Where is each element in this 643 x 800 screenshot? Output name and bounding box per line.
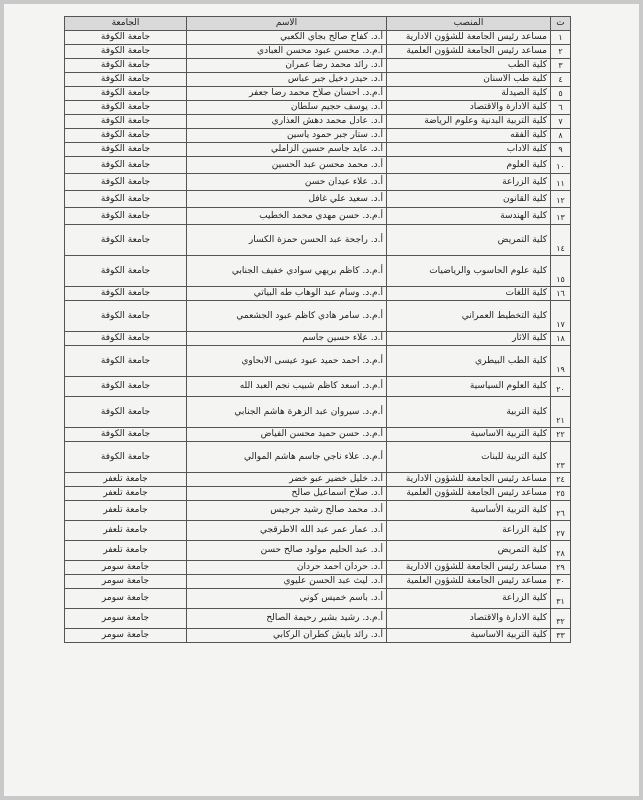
table-row bbox=[65, 346, 571, 377]
row-university: جامعة الكوفة bbox=[65, 428, 187, 442]
row-name: أ.م.د. سيروان عبد الزهرة هاشم الجنابي bbox=[187, 397, 387, 428]
row-university: جامعة الكوفة bbox=[65, 332, 187, 346]
row-position: كلية الاثار bbox=[387, 332, 551, 346]
row-name: أ.د. رائد محمد رضا عمران bbox=[187, 59, 387, 73]
row-name: أ.م.د. كاظم بريهي سوادي خفيف الجنابي bbox=[187, 256, 387, 287]
row-name: أ.د. سعيد علي غافل bbox=[187, 191, 387, 208]
row-position: كلية التربية الاساسية bbox=[387, 629, 551, 643]
row-number: ١٢ bbox=[551, 191, 571, 208]
row-position: كلية التمريض bbox=[387, 225, 551, 256]
row-name: أ.د. كفاح صالح بجاي الكعبي bbox=[187, 31, 387, 45]
row-position: مساعد رئيس الجامعة للشؤون الادارية bbox=[387, 561, 551, 575]
table-row bbox=[65, 87, 571, 101]
table-row bbox=[65, 541, 571, 561]
row-name: أ.م.د. احسان صلاح محمد رضا جعفر bbox=[187, 87, 387, 101]
row-name: أ.د. ليث عبد الحسن عليوي bbox=[187, 575, 387, 589]
row-number: ٢٨ bbox=[551, 541, 571, 561]
row-number: ١ bbox=[551, 31, 571, 45]
row-number: ٣٢ bbox=[551, 609, 571, 629]
row-university: جامعة الكوفة bbox=[65, 191, 187, 208]
row-number: ٣١ bbox=[551, 589, 571, 609]
row-number: ٢٤ bbox=[551, 473, 571, 487]
row-name: أ.د. عبد الحليم مولود صالح حسن bbox=[187, 541, 387, 561]
row-name: أ.د. حيدر دخيل جبر عباس bbox=[187, 73, 387, 87]
table-row bbox=[65, 473, 571, 487]
table-row bbox=[65, 208, 571, 225]
row-position: كلية العلوم السياسية bbox=[387, 377, 551, 397]
row-position: كلية التمريض bbox=[387, 541, 551, 561]
row-name: أ.د. عايد جاسم حسين الزاملي bbox=[187, 143, 387, 157]
row-position: كلية الطب bbox=[387, 59, 551, 73]
document-page bbox=[4, 4, 639, 796]
row-name: أ.د. خليل خضير عبو خضر bbox=[187, 473, 387, 487]
row-position: كلية طب الاسنان bbox=[387, 73, 551, 87]
table-row bbox=[65, 45, 571, 59]
row-number: ١٩ bbox=[551, 346, 571, 377]
table-row bbox=[65, 442, 571, 473]
table-row bbox=[65, 129, 571, 143]
row-number: ١١ bbox=[551, 174, 571, 191]
table-row bbox=[65, 115, 571, 129]
table-row bbox=[65, 73, 571, 87]
row-position: كلية الادارة والاقتصاد bbox=[387, 101, 551, 115]
row-university: جامعة الكوفة bbox=[65, 442, 187, 473]
row-number: ٦ bbox=[551, 101, 571, 115]
row-position: كلية التربية للبنات bbox=[387, 442, 551, 473]
row-name: أ.م.د. حسن مهدي محمد الخطيب bbox=[187, 208, 387, 225]
table-row bbox=[65, 157, 571, 174]
table-row bbox=[65, 561, 571, 575]
row-number: ٢٠ bbox=[551, 377, 571, 397]
row-university: جامعة سومر bbox=[65, 589, 187, 609]
row-position: كلية القانون bbox=[387, 191, 551, 208]
row-position: كلية الصيدلة bbox=[387, 87, 551, 101]
row-name: أ.د. ستار جبر حمود ياسين bbox=[187, 129, 387, 143]
row-name: أ.م.د. علاء ناجي جاسم هاشم الموالي bbox=[187, 442, 387, 473]
row-university: جامعة تلعفر bbox=[65, 501, 187, 521]
row-position: كلية الهندسة bbox=[387, 208, 551, 225]
row-number: ٢٥ bbox=[551, 487, 571, 501]
row-name: أ.م.د. سامر هادي كاظم عبود الجشعمي bbox=[187, 301, 387, 332]
officials-table bbox=[64, 16, 571, 643]
row-number: ١٥ bbox=[551, 256, 571, 287]
table-row bbox=[65, 59, 571, 73]
row-number: ٨ bbox=[551, 129, 571, 143]
row-name: أ.د. باسم خميس كوني bbox=[187, 589, 387, 609]
table-row bbox=[65, 521, 571, 541]
row-university: جامعة الكوفة bbox=[65, 157, 187, 174]
row-position: مساعد رئيس الجامعة للشؤون العلمية bbox=[387, 45, 551, 59]
row-university: جامعة الكوفة bbox=[65, 256, 187, 287]
row-university: جامعة الكوفة bbox=[65, 73, 187, 87]
row-position: كلية التربية الاساسية bbox=[387, 428, 551, 442]
row-university: جامعة الكوفة bbox=[65, 208, 187, 225]
row-number: ٢ bbox=[551, 45, 571, 59]
row-number: ٢٧ bbox=[551, 521, 571, 541]
row-number: ٢٢ bbox=[551, 428, 571, 442]
row-name: أ.م.د. محسن عبود محسن العبادي bbox=[187, 45, 387, 59]
row-university: جامعة الكوفة bbox=[65, 115, 187, 129]
row-name: أ.د. علاء حسين جاسم bbox=[187, 332, 387, 346]
row-university: جامعة الكوفة bbox=[65, 225, 187, 256]
table-row bbox=[65, 397, 571, 428]
row-position: كلية الاداب bbox=[387, 143, 551, 157]
row-name: أ.د. حردان احمد حردان bbox=[187, 561, 387, 575]
row-number: ٣ bbox=[551, 59, 571, 73]
row-name: أ.د. يوسف حجيم سلطان bbox=[187, 101, 387, 115]
row-number: ١٧ bbox=[551, 301, 571, 332]
row-university: جامعة الكوفة bbox=[65, 397, 187, 428]
table-row bbox=[65, 191, 571, 208]
row-position: كلية العلوم bbox=[387, 157, 551, 174]
row-name: أ.م.د. اسعد كاظم شبيب نجم العبد الله bbox=[187, 377, 387, 397]
row-university: جامعة الكوفة bbox=[65, 346, 187, 377]
row-university: جامعة الكوفة bbox=[65, 59, 187, 73]
row-number: ١٠ bbox=[551, 157, 571, 174]
row-position: مساعد رئيس الجامعة للشؤون العلمية bbox=[387, 575, 551, 589]
row-university: جامعة الكوفة bbox=[65, 45, 187, 59]
row-number: ١٤ bbox=[551, 225, 571, 256]
table-row bbox=[65, 377, 571, 397]
table-body bbox=[65, 31, 571, 643]
row-name: أ.د. محمد محسن عبد الحسين bbox=[187, 157, 387, 174]
row-position: مساعد رئيس الجامعة للشؤون الادارية bbox=[387, 31, 551, 45]
row-university: جامعة الكوفة bbox=[65, 287, 187, 301]
row-position: كلية الطب البيطري bbox=[387, 346, 551, 377]
row-university: جامعة تلعفر bbox=[65, 541, 187, 561]
row-number: ٣٠ bbox=[551, 575, 571, 589]
table-row bbox=[65, 501, 571, 521]
table-row bbox=[65, 609, 571, 629]
row-number: ١٣ bbox=[551, 208, 571, 225]
row-position: كلية الفقه bbox=[387, 129, 551, 143]
row-university: جامعة سومر bbox=[65, 629, 187, 643]
table-row bbox=[65, 301, 571, 332]
table-row bbox=[65, 575, 571, 589]
row-university: جامعة الكوفة bbox=[65, 31, 187, 45]
table-row bbox=[65, 174, 571, 191]
row-university: جامعة سومر bbox=[65, 609, 187, 629]
row-number: ٣٣ bbox=[551, 629, 571, 643]
table-row bbox=[65, 428, 571, 442]
row-number: ٧ bbox=[551, 115, 571, 129]
row-name: أ.م.د. حسن حميد محسن الفياض bbox=[187, 428, 387, 442]
row-number: ٢٩ bbox=[551, 561, 571, 575]
row-number: ٢٣ bbox=[551, 442, 571, 473]
row-university: جامعة الكوفة bbox=[65, 87, 187, 101]
row-position: كلية التربية bbox=[387, 397, 551, 428]
row-position: كلية التربية البدنية وعلوم الرياضة bbox=[387, 115, 551, 129]
row-position: مساعد رئيس الجامعة للشؤون العلمية bbox=[387, 487, 551, 501]
table-row bbox=[65, 225, 571, 256]
row-position: كلية الادارة والاقتصاد bbox=[387, 609, 551, 629]
row-university: جامعة سومر bbox=[65, 561, 187, 575]
table-row bbox=[65, 287, 571, 301]
row-number: ١٦ bbox=[551, 287, 571, 301]
row-name: أ.د. عمار عمر عبد الله الاطرقجي bbox=[187, 521, 387, 541]
table-row bbox=[65, 629, 571, 643]
row-position: كلية التربية الأساسية bbox=[387, 501, 551, 521]
row-name: أ.د. علاء عيدان حسن bbox=[187, 174, 387, 191]
table-row bbox=[65, 589, 571, 609]
row-university: جامعة الكوفة bbox=[65, 143, 187, 157]
row-university: جامعة الكوفة bbox=[65, 377, 187, 397]
row-position: كلية الزراعة bbox=[387, 589, 551, 609]
table-row bbox=[65, 101, 571, 115]
row-university: جامعة تلعفر bbox=[65, 521, 187, 541]
header-number: ت bbox=[551, 17, 571, 31]
row-number: ٤ bbox=[551, 73, 571, 87]
header-university: الجامعة bbox=[65, 17, 187, 31]
row-position: كلية التخطيط العمراني bbox=[387, 301, 551, 332]
table-row bbox=[65, 256, 571, 287]
row-name: أ.د. رائد بايش كطران الركابي bbox=[187, 629, 387, 643]
row-name: أ.د. صلاح اسماعيل صالح bbox=[187, 487, 387, 501]
table-row bbox=[65, 332, 571, 346]
table-header-row bbox=[65, 17, 571, 31]
row-position: كلية الزراعة bbox=[387, 174, 551, 191]
row-name: أ.م.د. احمد حميد عبود عيسى الابحاوي bbox=[187, 346, 387, 377]
row-university: جامعة الكوفة bbox=[65, 101, 187, 115]
row-position: كلية الزراعة bbox=[387, 521, 551, 541]
row-name: أ.د. عادل محمد دهش العذاري bbox=[187, 115, 387, 129]
row-number: ٥ bbox=[551, 87, 571, 101]
row-university: جامعة سومر bbox=[65, 575, 187, 589]
table-row bbox=[65, 31, 571, 45]
row-name: أ.م.د. رشيد بشير رحيمة الصالح bbox=[187, 609, 387, 629]
row-position: كلية علوم الحاسوب والرياضيات bbox=[387, 256, 551, 287]
header-name: الاسم bbox=[187, 17, 387, 31]
row-number: ٢١ bbox=[551, 397, 571, 428]
row-university: جامعة تلعفر bbox=[65, 487, 187, 501]
header-position: المنصب bbox=[387, 17, 551, 31]
row-number: ٩ bbox=[551, 143, 571, 157]
row-number: ١٨ bbox=[551, 332, 571, 346]
row-name: أ.م.د. وسام عبد الوهاب طه البياتي bbox=[187, 287, 387, 301]
row-number: ٢٦ bbox=[551, 501, 571, 521]
row-university: جامعة الكوفة bbox=[65, 174, 187, 191]
row-university: جامعة الكوفة bbox=[65, 301, 187, 332]
row-university: جامعة تلعفر bbox=[65, 473, 187, 487]
table-row bbox=[65, 487, 571, 501]
row-name: أ.د. محمد صالح رشيد جرجيس bbox=[187, 501, 387, 521]
row-position: مساعد رئيس الجامعة للشؤون الادارية bbox=[387, 473, 551, 487]
row-position: كلية اللغات bbox=[387, 287, 551, 301]
row-university: جامعة الكوفة bbox=[65, 129, 187, 143]
row-name: أ.د. راجحة عبد الحسن حمزة الكسار bbox=[187, 225, 387, 256]
table-row bbox=[65, 143, 571, 157]
